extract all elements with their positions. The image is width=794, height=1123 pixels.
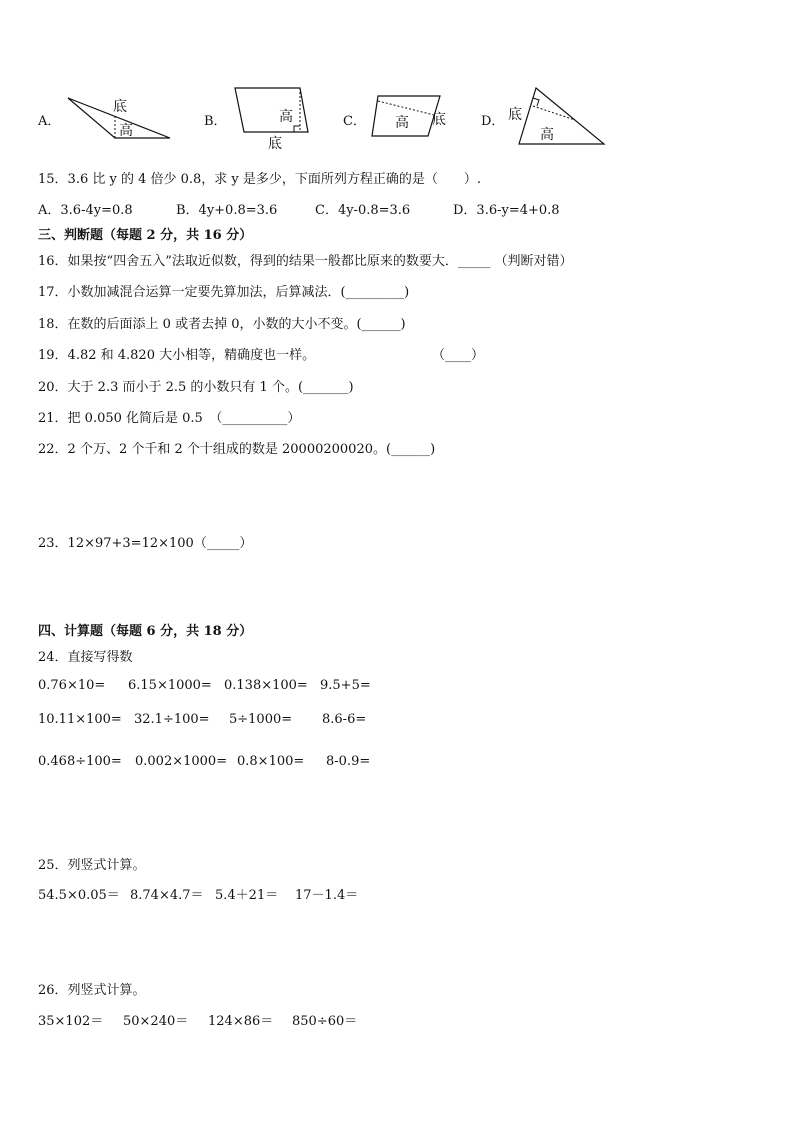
q15-choice-a[interactable]: A．3.6-4y=0.8 [38,203,133,218]
q14-c-base-label: 底 [432,112,446,128]
q14-option-c-figure[interactable] [366,92,456,140]
q22: 22．2 个万、2 个千和 2 个十组成的数是 20000200020。(______) [38,442,436,457]
q14-d-base-label: 底 [508,107,522,123]
q26-item: 124×86＝ [208,1014,274,1029]
q24-item: 10.11×100= [38,712,122,727]
q26-item: 50×240＝ [123,1014,189,1029]
q23: 23．12×97+3=12×100（_____） [38,536,253,551]
q14-option-b-letter: B． [204,114,227,129]
q21: 21．把 0.050 化简后是 0.5 （__________） [38,411,301,426]
q17: 17．小数加减混合运算一定要先算加法，后算减法．(_________) [38,285,410,300]
q24-item: 8-0.9= [326,754,371,769]
q14-option-b-figure[interactable] [228,84,318,154]
q26-item: 850÷60＝ [292,1014,358,1029]
q25-title: 25．列竖式计算。 [38,858,146,873]
q14-b-base-label: 底 [268,136,282,152]
q26-item: 35×102＝ [38,1014,104,1029]
q15-stem: 15．3.6 比 y 的 4 倍少 0.8，求 y 是多少，下面所列方程正确的是（ ）. [38,172,482,187]
q14-b-height-label: 高 [279,109,293,125]
section4-heading: 四、计算题（每题 6 分，共 18 分） [38,624,253,639]
q24-item: 9.5+5= [320,678,371,693]
q18: 18．在数的后面添上 0 或者去掉 0，小数的大小不变。(______) [38,317,406,332]
q14-c-height-label: 高 [395,115,409,131]
q24-item: 8.6-6= [322,712,367,727]
q20: 20．大于 2.3 而小于 2.5 的小数只有 1 个。(_______) [38,380,354,395]
q14-option-a-figure[interactable] [60,92,175,144]
q24-item: 0.138×100= [224,678,308,693]
q24-title: 24．直接写得数 [38,650,133,665]
q24-item: 0.468÷100= [38,754,122,769]
q26-title: 26．列竖式计算。 [38,983,146,998]
q14-a-base-label: 底 [113,99,127,115]
q14-option-c-letter: C． [343,114,366,129]
q15-choice-c[interactable]: C．4y-0.8=3.6 [315,203,411,218]
section3-heading: 三、判断题（每题 2 分，共 16 分） [38,228,253,243]
q24-item: 0.8×100= [237,754,305,769]
q24-item: 32.1÷100= [134,712,210,727]
q16: 16．如果按“四舍五入”法取近似数，得到的结果一般都比原来的数要大．_____ （判断对错） [38,254,573,269]
q25-item: 5.4＋21＝ [215,888,279,903]
q24-item: 0.002×1000= [135,754,228,769]
q24-item: 6.15×1000= [128,678,212,693]
q14-a-height-label: 高 [119,123,133,139]
q14-option-d-figure[interactable] [505,84,609,148]
q14-d-height-label: 高 [540,127,554,143]
q14-option-d-letter: D． [481,114,505,129]
q24-item: 0.76×10= [38,678,106,693]
q15-choice-d[interactable]: D．3.6-y=4+0.8 [453,203,560,218]
q19-answer-blank[interactable]: （____） [432,348,485,363]
q19: 19．4.82 和 4.820 大小相等，精确度也一样。 [38,348,316,363]
q25-item: 54.5×0.05＝ [38,888,120,903]
q25-item: 17－1.4＝ [295,888,359,903]
q24-item: 5÷1000= [229,712,293,727]
q25-item: 8.74×4.7＝ [130,888,204,903]
q15-choice-b[interactable]: B．4y+0.8=3.6 [176,203,278,218]
q14-option-a-letter: A． [38,114,61,129]
